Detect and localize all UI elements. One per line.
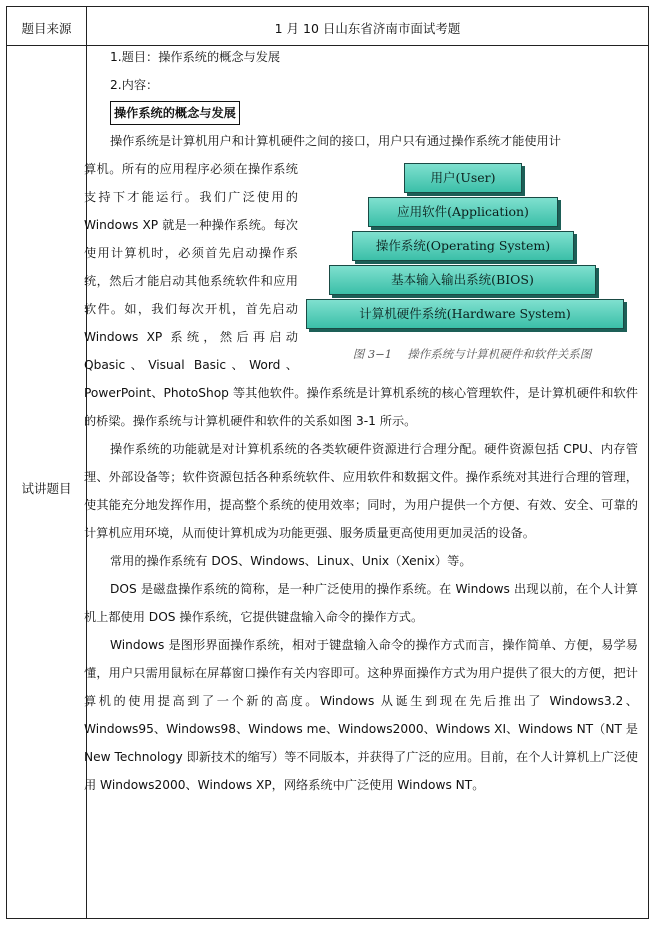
- source-value: 1 月 10 日山东省济南市面试考题: [274, 21, 461, 36]
- paragraph-1-body: 算机。所有的应用程序必须在操作系统支持下才能运行。我们广泛使用的 Windows XP 就是一种操作系统。每次使用计算机时，必须首先启动操作系统，然后才能启动其他系统软件和应用软件。如，我们每次开机，首先启动 Windows XP 系统，然后再启动 Qbasic、Visual Basic、Word、PowerPoint、PhotoShop 等其他软件。操作系统是计算机系统的核心管理软件，是计算机硬件和软件的桥梁。操作系统与计算机硬件和软件的关系如图 3-1 所示。: [84, 162, 638, 428]
- paragraph-3: 常用的操作系统有 DOS、Windows、Linux、Unix（Xenix）等。: [110, 554, 472, 568]
- layer-hardware: 计算机硬件系统(Hardware System): [306, 299, 624, 329]
- layer-operating-system: 操作系统(Operating System): [352, 231, 574, 261]
- lecture-content: [84, 43, 638, 799]
- layer-application: 应用软件(Application): [368, 197, 558, 227]
- figure-caption: 图 3−1 操作系统与计算机硬件和软件关系图: [352, 347, 592, 361]
- item-content: 2.内容：: [110, 78, 159, 92]
- os-layer-figure: [306, 159, 638, 363]
- item-topic: 1.题目：操作系统的概念与发展: [110, 50, 281, 64]
- section-title: 操作系统的概念与发展: [110, 101, 240, 125]
- layer-user: 用户(User): [404, 163, 522, 193]
- paragraph-4: DOS 是磁盘操作系统的简称，是一种广泛使用的操作系统。在 Windows 出现以前，在个人计算机上都使用 DOS 操作系统，它提供键盘输入命令的操作方式。: [84, 582, 638, 624]
- paragraph-5: Windows 是图形界面操作系统，相对于键盘输入命令的操作方式而言，操作简单、方便，易学易懂，用户只需用鼠标在屏幕窗口操作有关内容即可。这种界面操作方式为用户提供了很大的方便，把计算机的使用提高到了一个新的高度。Windows 从诞生到现在先后推出了 Windows3.2、Windows95、Windows98、Windows me、Windows2000、Windows XI、Windows NT（NT 是 New Technology 即新技术的缩写）等不同版本，并获得了广泛的应用。目前，在个人计算机上广泛使用 Windows2000、Windows XP，网络系统中广泛使用 Windows NT。: [84, 638, 638, 792]
- paragraph-1-lead: 操作系统是计算机用户和计算机硬件之间的接口，用户只有通过操作系统才能使用计: [110, 134, 561, 148]
- paragraph-2: 操作系统的功能就是对计算机系统的各类软硬件资源进行合理分配。硬件资源包括 CPU、内存管理、外部设备等；软件资源包括各种系统软件、应用软件和数据文件。操作系统对其进行合理的管理，使其能充分地发挥作用，提高整个系统的使用效率；同时，为用户提供一个方便、有效、安全、可靠的计算机应用环境，从而使计算机成为功能更强、服务质量更高使用更加灵活的设备。: [84, 442, 638, 540]
- layer-bios: 基本输入输出系统(BIOS): [329, 265, 596, 295]
- source-label: 题目来源: [21, 21, 72, 36]
- topic-label: 试讲题目: [21, 481, 72, 496]
